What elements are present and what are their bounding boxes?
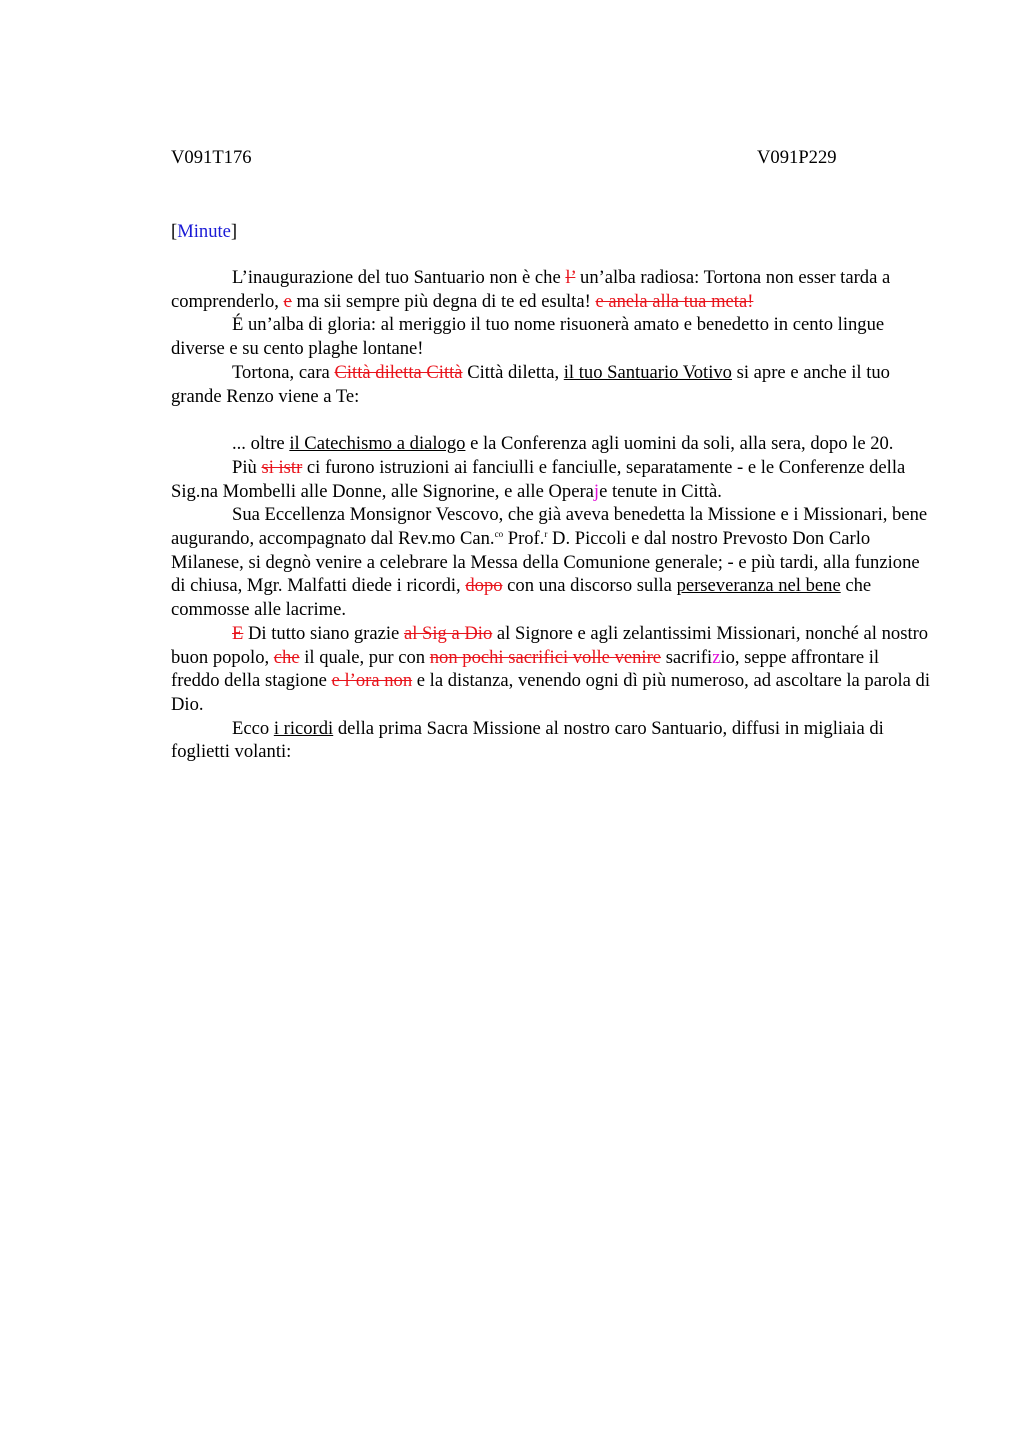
paragraph-8 [171,717,931,764]
text-run: al Signore e agli zelantissimi Missionari, nonché al nostro buon popolo, [171,622,929,668]
paragraph-1 [171,266,931,313]
open-bracket: [ [171,221,178,242]
text-run: Città diletta, [462,361,564,383]
text-run: Di tutto siano grazie [243,622,404,644]
text-run: il quale, pur con [299,646,430,668]
text-run: si apre e anche il tuo grande Renzo viene a Te: [171,361,890,407]
text-run: Ecco [232,717,274,739]
deleted-text: non pochi sacrifici volle venire [429,646,662,668]
text-run: della prima Sacra Missione al nostro caro Santuario, diffusi in migliaia di foglietti volanti: [171,717,884,763]
paragraph-gap [171,408,931,432]
underlined-text: il tuo Santuario Votivo [563,361,732,383]
deleted-text: Città diletta Città [334,361,463,383]
text-run: Più [232,456,262,478]
paragraph-5 [171,456,931,503]
inserted-text: z [712,646,721,668]
text-run: ... oltre [232,433,290,455]
underlined-text: i ricordi [273,717,334,739]
text-run: e la Conferenza agli uomini da soli, alla sera, dopo le 20. [465,433,894,455]
page-code: V091P229 [757,147,837,168]
text-run: sacrifi [661,646,713,668]
text-run: É un’alba di gloria: al meriggio il tuo nome risuonerà amato e benedetto in cento lingue diverse e su cento plaghe lontane! [171,314,885,360]
superscript: co [494,529,504,540]
underlined-text: il Catechismo a dialogo [289,433,466,455]
deleted-text: al Sig a Dio [403,622,493,644]
deleted-text: che [273,646,300,668]
section-label-word: Minute [177,221,231,242]
text-run: Prof. [503,528,545,550]
paragraph-7 [171,622,931,717]
document-page [171,144,931,764]
text-run: L’inaugurazione del tuo Santuario non è che [232,267,566,288]
document-body [171,266,931,764]
deleted-text: e l’ora non [331,670,413,692]
text-run: con una discorso sulla [502,575,677,597]
deleted-text: si istr [261,456,303,478]
deleted-text: e [283,290,292,312]
paragraph-6 [171,503,931,622]
deleted-text: l’ [565,267,576,288]
text-run: io, seppe affrontare il freddo della stagione [171,646,880,692]
paragraph-2 [171,313,931,360]
text-run: D. Piccoli e dal nostro Prevosto Don Carlo Milanese, si degnò venire a celebrare la Messa della Comunione generale; - e più tardi, alla funzione di chiusa, Mgr. Malfatti diede i ricordi, [171,528,920,597]
deleted-text: E [232,622,244,644]
volume-code: V091T176 [171,147,252,168]
superscript: r [544,529,548,540]
underlined-text: perseveranza nel bene [676,575,841,597]
text-run: ci furono istruzioni ai fanciulli e fanciulle, separatamente - e le Conferenze della Sig.na Mombelli alle Donne, alle Signorine, e alle Opera [171,456,906,502]
paragraph-4 [171,432,931,456]
paragraph-3 [171,361,931,408]
text-run: Tortona, cara [232,361,335,383]
deleted-text: dopo [465,575,503,597]
text-run: che commosse alle lacrime. [171,575,872,621]
text-run: Sua Eccellenza Monsignor Vescovo, che già aveva benedetta la Missione e i Missionari, bene augurando, accompagnato dal Rev.mo Can. [171,504,928,550]
text-run: e tenute in Città. [599,480,722,502]
text-run: un’alba radiosa: Tortona non esser tarda a comprenderlo, [171,267,891,312]
inserted-text: j [593,480,600,502]
section-label [171,218,931,246]
text-run: e la distanza, venendo ogni dì più numeroso, ad ascoltare la parola di Dio. [171,670,930,715]
text-run: ma sii sempre più degna di te ed esulta! [291,290,596,312]
close-bracket: ] [230,221,238,242]
document-header [171,144,931,172]
deleted-text: e anela alla tua meta! [595,290,754,312]
